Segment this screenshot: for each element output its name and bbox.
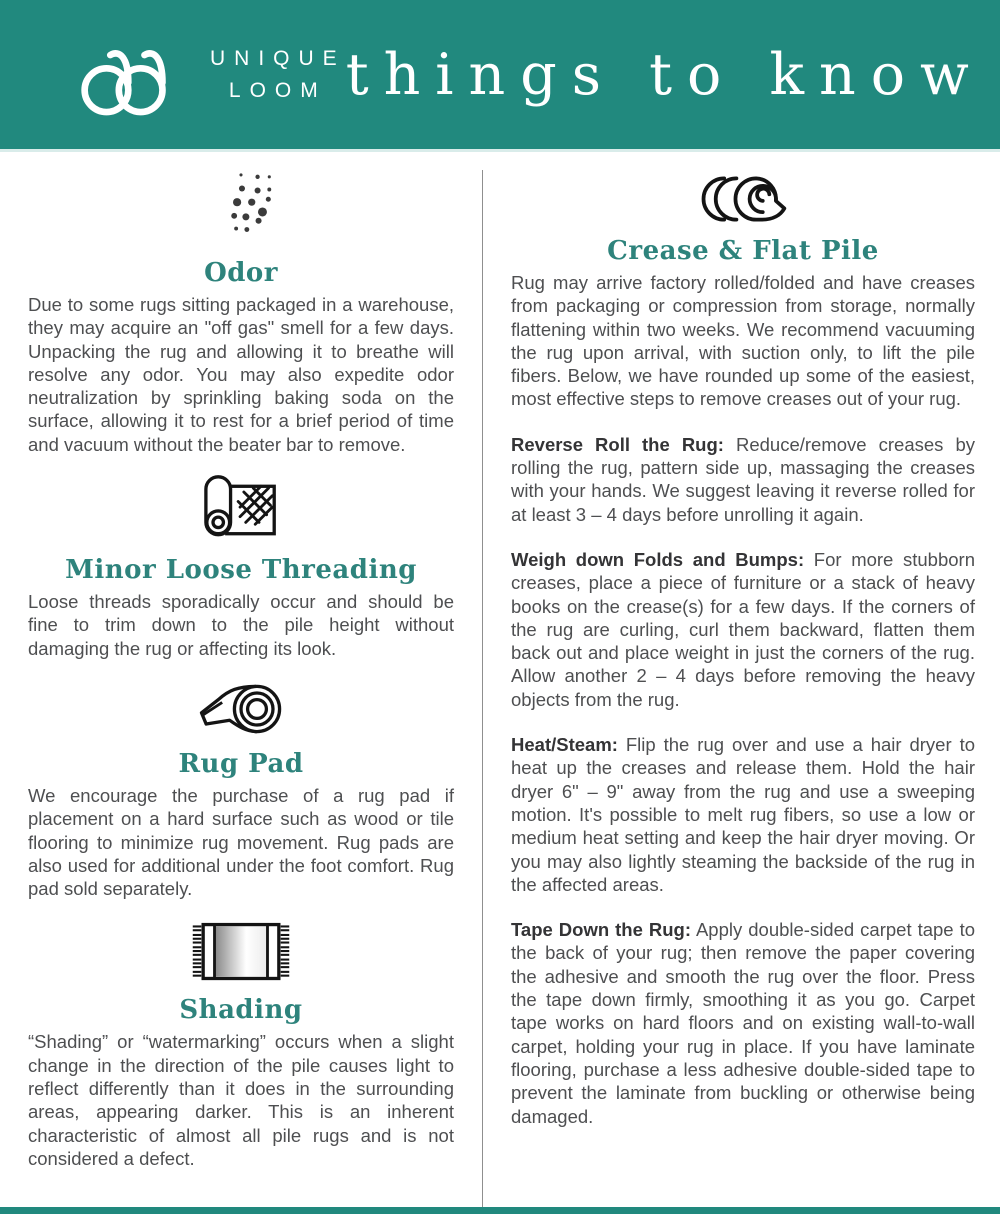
- brand-line-2: LOOM: [228, 78, 327, 102]
- shaded-rug-icon: [28, 917, 454, 987]
- section-minor-loose-threading: [28, 473, 454, 660]
- tip-lead: Tape Down the Rug:: [511, 919, 691, 941]
- section-crease-flat-pile: [511, 170, 975, 1128]
- tip-reverse-roll: [511, 433, 975, 526]
- section-shading: [28, 917, 454, 1170]
- rolled-rug-icon: [511, 170, 975, 228]
- section-body-shading: “Shading” or “watermarking” occurs when a slight change in the direction of the pile causes light to reflect differently than it does in the surrounding areas, appearing darker. This is an inherent characteristic of almost all pile rugs and is not considered a defect.: [28, 1031, 454, 1169]
- tip-text: Apply double-sided carpet tape to the back of your rug; then remove the paper covering the adhesive and smooth the rug over the floor. Press the tape down firmly, smoothing it as you go. Carpet tape works on hard floors and on existing wall-to-wall carpet, holding your rug in place. If you have laminate flooring, purchase a less adhesive double-sided tape to prevent the laminate from buckling or otherwise being damaged.: [511, 919, 975, 1127]
- section-intro-crease: Rug may arrive factory rolled/folded and have creases from packaging or compression from storage, normally flattening within two weeks. We recommend vacuuming the rug upon arrival, with suction only, to lift the pile fibers. Below, we have rounded up some of the easiest, most effective steps to remove creases out of your rug.: [511, 272, 975, 410]
- tip-lead: Reverse Roll the Rug:: [511, 433, 724, 455]
- tip-tape-down: [511, 918, 975, 1128]
- tip-lead: Weigh down Folds and Bumps:: [511, 548, 805, 570]
- section-heading-rug-pad: Rug Pad: [178, 748, 304, 779]
- unique-loom-loops-icon: [78, 29, 190, 121]
- section-heading-crease: Crease & Flat Pile: [607, 236, 879, 266]
- section-rug-pad: [28, 677, 454, 900]
- right-column: [483, 170, 1000, 1207]
- section-body-rug-pad: We encourage the purchase of a rug pad if placement on a hard surface such as wood or tile flooring to minimize rug movement. Rug pads are also used for additional under the foot comfort. Rug pad sold separately.: [28, 784, 454, 900]
- brand-line-1: UNIQUE: [210, 47, 346, 70]
- header-banner: [0, 0, 1000, 152]
- brand-wordmark: [210, 43, 346, 106]
- tip-text: For more stubborn creases, place a piece of furniture or a stack of heavy books on the crease(s) for a few days. If the corners of the rug are curling, curl them backward, flatten them back out and place weight in just the corners of the rug. Allow another 2 – 4 days before removing the heavy objects from the rug.: [511, 548, 975, 710]
- section-heading-odor: Odor: [204, 258, 278, 288]
- tip-weigh-down: [511, 548, 975, 711]
- rug-pad-roll-icon: [28, 677, 454, 741]
- odor-dots-icon: [28, 170, 454, 250]
- content-area: [0, 152, 1000, 1207]
- section-heading-shading: Shading: [179, 995, 303, 1026]
- tip-text: Reduce/remove creases by rolling the rug, pattern side up, massaging the creases with your hands. We suggest leaving it reverse rolled for at least 3 – 4 days before unrolling it again.: [511, 433, 975, 525]
- tip-text: Flip the rug over and use a hair dryer to heat up the creases and release them. Hold the hair dryer 6" – 9" away from the rug and use a sweeping motion. It's possible to melt rug fibers, so use a low or medium heat setting and keep the hair dryer moving. Or you may also lightly steaming the backside of the rug in the affected areas.: [511, 734, 975, 895]
- section-body-threading: Loose threads sporadically occur and should be fine to trim down to the pile height without damaging the rug or affecting its look.: [28, 591, 454, 659]
- section-body-odor: Due to some rugs sitting packaged in a warehouse, they may acquire an "off gas" smell for a few days. Unpacking the rug and allowing it to breathe will resolve any odor. You may also expedite odor neutralization by sprinkling baking soda on the surface, allowing it to rest for a brief period of time and vacuum without the beater bar to remove.: [28, 294, 454, 455]
- footer-accent-strip: [0, 1207, 1000, 1214]
- section-heading-threading: Minor Loose Threading: [65, 555, 417, 586]
- tip-lead: Heat/Steam:: [511, 734, 618, 756]
- page-title: things to know: [345, 41, 984, 108]
- brand-logo: [78, 29, 346, 121]
- rolled-rug-thread-icon: [28, 473, 454, 547]
- section-odor: [28, 170, 454, 456]
- tip-heat-steam: [511, 733, 975, 896]
- left-column: [0, 170, 483, 1207]
